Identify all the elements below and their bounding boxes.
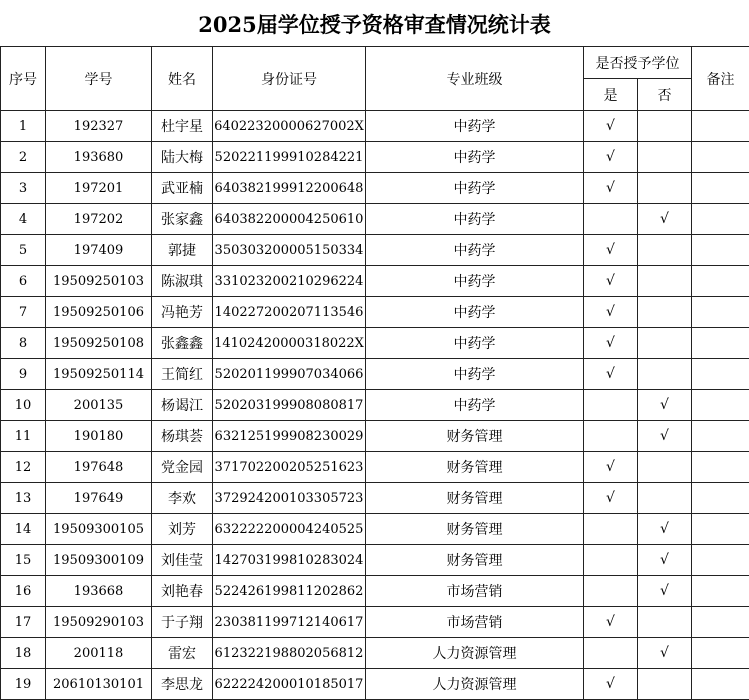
table-row	[1, 204, 749, 235]
cell-name: 郭捷	[152, 235, 213, 266]
cell-major: 中药学	[366, 390, 584, 421]
cell-name: 刘芳	[152, 514, 213, 545]
cell-id-number: 520201199907034066	[213, 359, 366, 390]
cell-yes-check: √	[584, 669, 638, 700]
cell-yes-check: √	[584, 266, 638, 297]
cell-no-check	[638, 266, 692, 297]
cell-remark	[692, 514, 749, 545]
cell-seq: 15	[1, 545, 46, 576]
cell-yes-check	[584, 545, 638, 576]
cell-name: 刘艳春	[152, 576, 213, 607]
header-student-id: 学号	[46, 47, 152, 111]
cell-remark	[692, 669, 749, 700]
cell-remark	[692, 576, 749, 607]
cell-id-number: 640382199912200648	[213, 173, 366, 204]
table-row	[1, 235, 749, 266]
cell-name: 刘佳莹	[152, 545, 213, 576]
table-row	[1, 266, 749, 297]
table-row	[1, 421, 749, 452]
cell-name: 陈淑琪	[152, 266, 213, 297]
table-row	[1, 452, 749, 483]
cell-student-id: 197409	[46, 235, 152, 266]
cell-name: 武亚楠	[152, 173, 213, 204]
cell-name: 张家鑫	[152, 204, 213, 235]
table-row	[1, 607, 749, 638]
cell-name: 杜宇星	[152, 111, 213, 142]
cell-no-check	[638, 483, 692, 514]
cell-student-id: 19509300109	[46, 545, 152, 576]
cell-student-id: 19509300105	[46, 514, 152, 545]
cell-remark	[692, 452, 749, 483]
cell-id-number: 371702200205251623	[213, 452, 366, 483]
cell-remark	[692, 390, 749, 421]
page-title: 2025届学位授予资格审查情况统计表	[198, 12, 551, 37]
cell-student-id: 197648	[46, 452, 152, 483]
cell-no-check: √	[638, 514, 692, 545]
cell-seq: 8	[1, 328, 46, 359]
cell-yes-check: √	[584, 142, 638, 173]
cell-seq: 14	[1, 514, 46, 545]
cell-name: 冯艳芳	[152, 297, 213, 328]
cell-no-check: √	[638, 545, 692, 576]
cell-name: 陆大梅	[152, 142, 213, 173]
cell-seq: 10	[1, 390, 46, 421]
cell-seq: 3	[1, 173, 46, 204]
cell-remark	[692, 638, 749, 669]
cell-seq: 11	[1, 421, 46, 452]
cell-seq: 2	[1, 142, 46, 173]
cell-id-number: 64022320000627002X	[213, 111, 366, 142]
cell-name: 王简红	[152, 359, 213, 390]
cell-student-id: 200135	[46, 390, 152, 421]
header-grant-degree: 是否授予学位	[584, 47, 692, 79]
cell-student-id: 197202	[46, 204, 152, 235]
cell-seq: 1	[1, 111, 46, 142]
cell-seq: 13	[1, 483, 46, 514]
cell-seq: 12	[1, 452, 46, 483]
table-row	[1, 545, 749, 576]
cell-id-number: 14102420000318022X	[213, 328, 366, 359]
cell-remark	[692, 235, 749, 266]
cell-no-check	[638, 452, 692, 483]
cell-id-number: 612322198802056812	[213, 638, 366, 669]
cell-id-number: 142703199810283024	[213, 545, 366, 576]
cell-name: 雷宏	[152, 638, 213, 669]
cell-yes-check: √	[584, 359, 638, 390]
cell-student-id: 19509250108	[46, 328, 152, 359]
cell-yes-check	[584, 638, 638, 669]
cell-no-check: √	[638, 421, 692, 452]
cell-student-id: 197649	[46, 483, 152, 514]
header-yes: 是	[584, 79, 638, 111]
header-name: 姓名	[152, 47, 213, 111]
cell-yes-check: √	[584, 297, 638, 328]
cell-major: 中药学	[366, 111, 584, 142]
cell-remark	[692, 328, 749, 359]
table-row	[1, 390, 749, 421]
cell-major: 人力资源管理	[366, 638, 584, 669]
cell-seq: 18	[1, 638, 46, 669]
cell-major: 市场营销	[366, 576, 584, 607]
table-row	[1, 328, 749, 359]
cell-seq: 19	[1, 669, 46, 700]
cell-yes-check: √	[584, 111, 638, 142]
cell-no-check	[638, 297, 692, 328]
cell-name: 于子翔	[152, 607, 213, 638]
header-seq: 序号	[1, 47, 46, 111]
cell-remark	[692, 607, 749, 638]
cell-major: 财务管理	[366, 452, 584, 483]
cell-remark	[692, 545, 749, 576]
header-no: 否	[638, 79, 692, 111]
cell-student-id: 19509290103	[46, 607, 152, 638]
cell-major: 中药学	[366, 142, 584, 173]
cell-remark	[692, 142, 749, 173]
cell-major: 中药学	[366, 235, 584, 266]
cell-yes-check: √	[584, 235, 638, 266]
cell-id-number: 640382200004250610	[213, 204, 366, 235]
cell-yes-check	[584, 421, 638, 452]
cell-remark	[692, 359, 749, 390]
cell-no-check: √	[638, 204, 692, 235]
header-remark: 备注	[692, 47, 749, 111]
cell-name: 李思龙	[152, 669, 213, 700]
table-row	[1, 669, 749, 700]
cell-remark	[692, 421, 749, 452]
cell-yes-check: √	[584, 483, 638, 514]
table-row	[1, 142, 749, 173]
header-major-class: 专业班级	[366, 47, 584, 111]
cell-seq: 5	[1, 235, 46, 266]
cell-seq: 4	[1, 204, 46, 235]
cell-seq: 16	[1, 576, 46, 607]
cell-no-check	[638, 173, 692, 204]
cell-name: 杨谒江	[152, 390, 213, 421]
table-row	[1, 514, 749, 545]
cell-major: 中药学	[366, 297, 584, 328]
cell-yes-check: √	[584, 173, 638, 204]
cell-name: 党金园	[152, 452, 213, 483]
cell-yes-check	[584, 576, 638, 607]
cell-major: 财务管理	[366, 545, 584, 576]
cell-yes-check	[584, 514, 638, 545]
cell-remark	[692, 483, 749, 514]
cell-major: 市场营销	[366, 607, 584, 638]
cell-major: 中药学	[366, 266, 584, 297]
cell-id-number: 520221199910284221	[213, 142, 366, 173]
qualification-table	[0, 46, 749, 700]
cell-remark	[692, 111, 749, 142]
cell-name: 李欢	[152, 483, 213, 514]
table-row	[1, 576, 749, 607]
table-row	[1, 111, 749, 142]
cell-id-number: 622224200010185017	[213, 669, 366, 700]
cell-student-id: 193668	[46, 576, 152, 607]
cell-name: 张鑫鑫	[152, 328, 213, 359]
cell-yes-check: √	[584, 452, 638, 483]
cell-no-check	[638, 235, 692, 266]
table-row	[1, 359, 749, 390]
cell-remark	[692, 297, 749, 328]
cell-id-number: 632222200004240525	[213, 514, 366, 545]
cell-student-id: 193680	[46, 142, 152, 173]
cell-id-number: 632125199908230029	[213, 421, 366, 452]
cell-major: 中药学	[366, 173, 584, 204]
cell-no-check	[638, 359, 692, 390]
cell-student-id: 20610130101	[46, 669, 152, 700]
header-id-number: 身份证号	[213, 47, 366, 111]
cell-seq: 7	[1, 297, 46, 328]
table-row	[1, 483, 749, 514]
cell-seq: 9	[1, 359, 46, 390]
cell-no-check: √	[638, 576, 692, 607]
cell-student-id: 19509250103	[46, 266, 152, 297]
table-row	[1, 297, 749, 328]
cell-no-check: √	[638, 638, 692, 669]
cell-student-id: 197201	[46, 173, 152, 204]
cell-no-check	[638, 607, 692, 638]
cell-no-check	[638, 142, 692, 173]
cell-remark	[692, 173, 749, 204]
cell-id-number: 522426199811202862	[213, 576, 366, 607]
cell-major: 中药学	[366, 359, 584, 390]
cell-seq: 6	[1, 266, 46, 297]
cell-id-number: 372924200103305723	[213, 483, 366, 514]
cell-major: 中药学	[366, 204, 584, 235]
cell-remark	[692, 204, 749, 235]
cell-major: 财务管理	[366, 514, 584, 545]
cell-id-number: 350303200005150334	[213, 235, 366, 266]
cell-student-id: 192327	[46, 111, 152, 142]
cell-major: 财务管理	[366, 483, 584, 514]
cell-id-number: 140227200207113546	[213, 297, 366, 328]
cell-major: 中药学	[366, 328, 584, 359]
cell-id-number: 331023200210296224	[213, 266, 366, 297]
cell-no-check	[638, 328, 692, 359]
cell-no-check	[638, 111, 692, 142]
cell-major: 财务管理	[366, 421, 584, 452]
cell-yes-check	[584, 390, 638, 421]
cell-id-number: 520203199908080817	[213, 390, 366, 421]
cell-remark	[692, 266, 749, 297]
cell-no-check	[638, 669, 692, 700]
cell-student-id: 19509250106	[46, 297, 152, 328]
table-row	[1, 173, 749, 204]
cell-id-number: 230381199712140617	[213, 607, 366, 638]
cell-student-id: 190180	[46, 421, 152, 452]
cell-student-id: 200118	[46, 638, 152, 669]
cell-major: 人力资源管理	[366, 669, 584, 700]
table-row	[1, 638, 749, 669]
cell-student-id: 19509250114	[46, 359, 152, 390]
cell-seq: 17	[1, 607, 46, 638]
cell-yes-check: √	[584, 328, 638, 359]
cell-yes-check: √	[584, 607, 638, 638]
cell-name: 杨琪荟	[152, 421, 213, 452]
cell-no-check: √	[638, 390, 692, 421]
cell-yes-check	[584, 204, 638, 235]
